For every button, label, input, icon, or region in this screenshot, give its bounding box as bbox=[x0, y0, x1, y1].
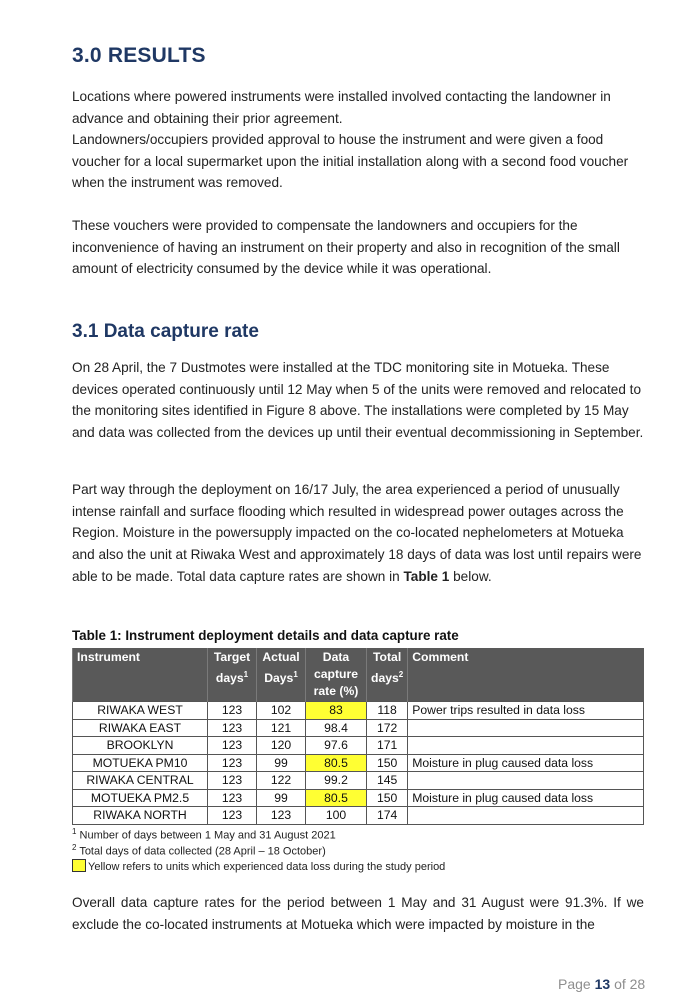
cell-capture-rate: 80.5 bbox=[306, 789, 367, 807]
cell-instrument: BROOKLYN bbox=[73, 737, 208, 755]
cell-actual-days: 121 bbox=[257, 719, 306, 737]
closing-paragraph: Overall data capture rates for the period between 1 May and 31 August were 91.3%. If we exclude the co-located instruments at Motueka which were impacted by moisture in the bbox=[72, 895, 644, 932]
footnote-1-mark: 1 bbox=[72, 827, 77, 836]
cell-comment bbox=[408, 772, 644, 790]
cell-instrument: RIWAKA CENTRAL bbox=[73, 772, 208, 790]
footnote-2 bbox=[72, 843, 326, 858]
cell-target-days: 123 bbox=[208, 772, 257, 790]
cell-instrument: MOTUEKA PM10 bbox=[73, 754, 208, 772]
header-total-days bbox=[367, 648, 408, 702]
table-row bbox=[73, 772, 644, 790]
cell-total-days: 150 bbox=[367, 789, 408, 807]
footnote-1 bbox=[72, 827, 336, 842]
cell-target-days: 123 bbox=[208, 702, 257, 720]
cell-capture-rate: 100 bbox=[306, 807, 367, 825]
intro-paragraph-1: Locations where powered instruments were installed involved contacting the landowner in advance and obtaining their prior agreement. bbox=[72, 89, 611, 126]
cell-comment bbox=[408, 719, 644, 737]
highlight-legend bbox=[72, 859, 445, 873]
cell-instrument: RIWAKA WEST bbox=[73, 702, 208, 720]
table-row bbox=[73, 807, 644, 825]
table-row bbox=[73, 737, 644, 755]
cell-target-days: 123 bbox=[208, 719, 257, 737]
of-label: of bbox=[614, 976, 626, 992]
footnote-1-text: Number of days between 1 May and 31 August 2021 bbox=[79, 829, 336, 842]
cell-actual-days: 99 bbox=[257, 789, 306, 807]
capture-paragraph-2-end: below. bbox=[449, 568, 492, 584]
total-pages: 28 bbox=[629, 976, 646, 992]
results-heading: 3.0 RESULTS bbox=[72, 44, 206, 67]
deployment-table bbox=[72, 648, 644, 825]
capture-paragraph-2-text: Part way through the deployment on 16/17 July, the area experienced a period of unusually intense rainfall and surface flooding which resulted in widespread power outages across the Region. Moisture in the powersupply impacted on the co-located nephelometers at Motueka and also the unit at Riwaka West and approximately 18 days of data was lost until repairs were able to be made. Total data capture rates are shown in bbox=[72, 482, 642, 584]
header-actual-label: Actual Days bbox=[262, 650, 300, 686]
cell-total-days: 118 bbox=[367, 702, 408, 720]
header-target-label: Target days bbox=[213, 650, 251, 686]
header-target-sup: 1 bbox=[243, 670, 249, 679]
cell-capture-rate: 83 bbox=[306, 702, 367, 720]
cell-target-days: 123 bbox=[208, 754, 257, 772]
cell-target-days: 123 bbox=[208, 737, 257, 755]
cell-comment: Moisture in plug caused data loss bbox=[408, 754, 644, 772]
cell-total-days: 174 bbox=[367, 807, 408, 825]
cell-target-days: 123 bbox=[208, 807, 257, 825]
data-capture-heading: 3.1 Data capture rate bbox=[72, 321, 259, 342]
cell-comment bbox=[408, 737, 644, 755]
header-target-days bbox=[208, 648, 257, 702]
cell-instrument: RIWAKA EAST bbox=[73, 719, 208, 737]
table-row bbox=[73, 789, 644, 807]
current-page: 13 bbox=[594, 976, 611, 992]
cell-comment bbox=[408, 807, 644, 825]
capture-paragraph-2 bbox=[72, 479, 644, 588]
cell-total-days: 172 bbox=[367, 719, 408, 737]
header-capture-rate: Data capture rate (%) bbox=[306, 648, 367, 702]
cell-instrument: MOTUEKA PM2.5 bbox=[73, 789, 208, 807]
header-actual-days bbox=[257, 648, 306, 702]
cell-total-days: 145 bbox=[367, 772, 408, 790]
page-label: Page bbox=[558, 976, 591, 992]
cell-comment: Moisture in plug caused data loss bbox=[408, 789, 644, 807]
intro-paragraph-2: Landowners/occupiers provided approval to house the instrument and were given a food voucher for a local supermarket upon the initial installation along with a second food voucher when the instrument was removed. bbox=[72, 132, 629, 191]
cell-instrument: RIWAKA NORTH bbox=[73, 807, 208, 825]
header-actual-sup: 1 bbox=[293, 670, 298, 679]
cell-capture-rate: 80.5 bbox=[306, 754, 367, 772]
footnote-2-text: Total days of data collected (28 April – 18 October) bbox=[79, 845, 326, 858]
capture-paragraph-1: On 28 April, the 7 Dustmotes were installed at the TDC monitoring site in Motueka. These devices operated continuously until 12 May when 5 of the units were removed and relocated to the monitoring sites identified in Figure 8 above. The installations were completed by 15 May and data was collected from the devices up until their eventual decommissioning in September. bbox=[72, 360, 644, 441]
page-number bbox=[558, 976, 645, 992]
table-caption: Table 1: Instrument deployment details and data capture rate bbox=[72, 628, 459, 643]
table-row bbox=[73, 719, 644, 737]
cell-capture-rate: 98.4 bbox=[306, 719, 367, 737]
table-reference: Table 1 bbox=[403, 568, 450, 584]
intro-paragraph-3: These vouchers were provided to compensate the landowners and occupiers for the inconvenience of having an instrument on their property and also in recognition of the small amount of electricity consumed by the device while it was operational. bbox=[72, 218, 620, 277]
cell-total-days: 150 bbox=[367, 754, 408, 772]
cell-actual-days: 102 bbox=[257, 702, 306, 720]
yellow-swatch-icon bbox=[72, 859, 86, 872]
header-total-label: Total days bbox=[371, 650, 402, 686]
cell-total-days: 171 bbox=[367, 737, 408, 755]
cell-capture-rate: 99.2 bbox=[306, 772, 367, 790]
cell-actual-days: 122 bbox=[257, 772, 306, 790]
cell-capture-rate: 97.6 bbox=[306, 737, 367, 755]
cell-target-days: 123 bbox=[208, 789, 257, 807]
table-body bbox=[73, 702, 644, 825]
header-comment: Comment bbox=[408, 648, 644, 702]
table-row bbox=[73, 702, 644, 720]
cell-comment: Power trips resulted in data loss bbox=[408, 702, 644, 720]
header-total-sup: 2 bbox=[398, 670, 404, 679]
cell-actual-days: 120 bbox=[257, 737, 306, 755]
footnote-2-mark: 2 bbox=[72, 843, 77, 852]
legend-text: Yellow refers to units which experienced data loss during the study period bbox=[88, 861, 446, 873]
table-header-row bbox=[73, 648, 644, 702]
header-instrument: Instrument bbox=[73, 648, 208, 702]
cell-actual-days: 123 bbox=[257, 807, 306, 825]
table-row bbox=[73, 754, 644, 772]
cell-actual-days: 99 bbox=[257, 754, 306, 772]
